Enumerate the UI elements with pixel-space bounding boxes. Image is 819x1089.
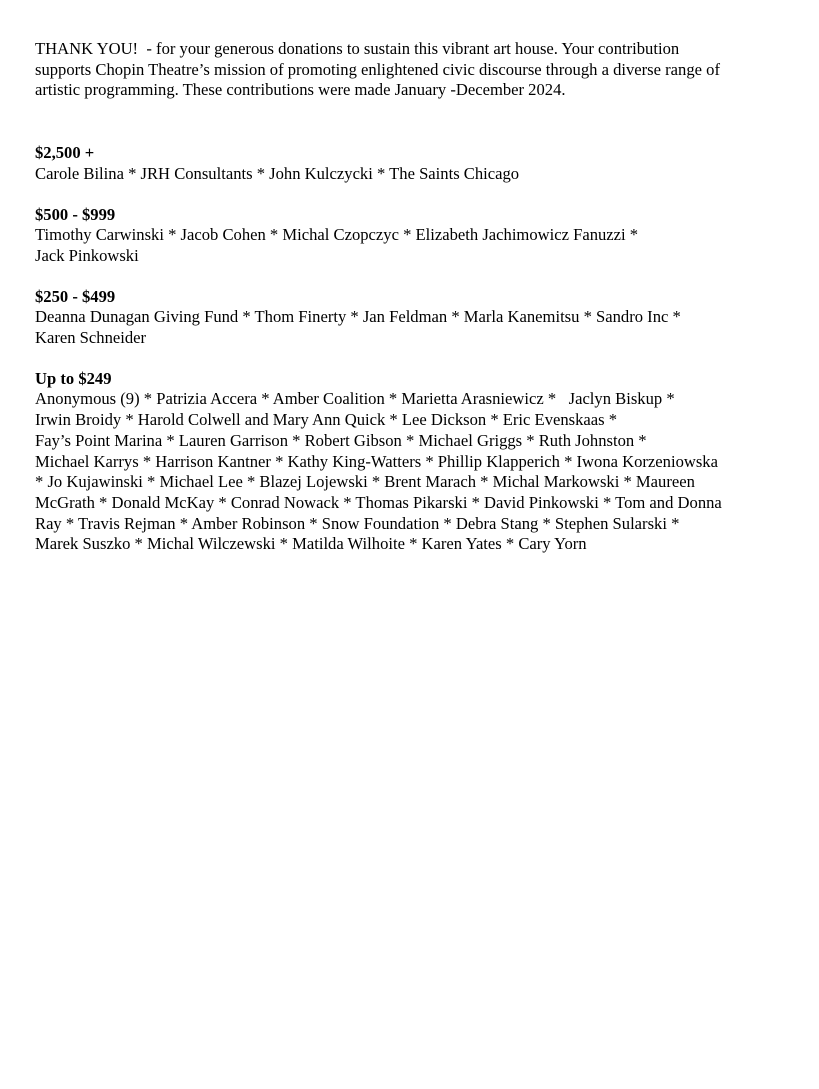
donor-line: Ray * Travis Rejman * Amber Robinson * Snow Foundation * Debra Stang * Stephen Sularski *	[35, 513, 680, 533]
tier-250-499	[35, 287, 795, 349]
tier-up-to-249	[35, 369, 795, 555]
donor-line: Deanna Dunagan Giving Fund * Thom Finerty * Jan Feldman * Marla Kanemitsu * Sandro Inc *	[35, 307, 681, 327]
donor-page	[35, 39, 795, 555]
spacer	[35, 267, 795, 287]
donor-line: Marek Suszko * Michal Wilczewski * Matilda Wilhoite * Karen Yates * Cary Yorn	[35, 534, 587, 554]
donor-line: * Jo Kujawinski * Michael Lee * Blazej Lojewski * Brent Marach * Michal Markowski * Maureen	[35, 472, 695, 492]
donor-line: Karen Schneider	[35, 328, 147, 348]
tier-heading: $500 - $999	[35, 204, 116, 224]
intro-line: artistic programming. These contributions were made January -December 2024.	[35, 80, 566, 100]
spacer	[35, 101, 795, 143]
intro-line: supports Chopin Theatre’s mission of promoting enlightened civic discourse through a diverse range of	[35, 59, 720, 79]
donor-line: Carole Bilina * JRH Consultants * John Kulczycki * The Saints Chicago	[35, 163, 520, 183]
tier-500-999	[35, 205, 795, 267]
donor-line: Anonymous (9) * Patrizia Accera * Amber Coalition * Marietta Arasniewicz * Jaclyn Biskup *	[35, 389, 675, 409]
tier-heading: $2,500 +	[35, 143, 95, 163]
donor-line: McGrath * Donald McKay * Conrad Nowack * Thomas Pikarski * David Pinkowski * Tom and Donna	[35, 492, 722, 512]
intro-line: THANK YOU! - for your generous donations to sustain this vibrant art house. Your contribution	[35, 39, 680, 58]
tier-heading: Up to $249	[35, 368, 112, 388]
tier-heading: $250 - $499	[35, 286, 116, 306]
thank-you-paragraph	[35, 39, 795, 101]
donor-line: Jack Pinkowski	[35, 245, 139, 265]
spacer	[35, 349, 795, 369]
donor-line: Fay’s Point Marina * Lauren Garrison * Robert Gibson * Michael Griggs * Ruth Johnston *	[35, 430, 647, 450]
donor-line: Irwin Broidy * Harold Colwell and Mary Ann Quick * Lee Dickson * Eric Evenskaas *	[35, 410, 618, 430]
tier-2500-plus	[35, 143, 795, 184]
spacer	[35, 185, 795, 205]
donor-line: Michael Karrys * Harrison Kantner * Kathy King-Watters * Phillip Klapperich * Iwona Korzeniowska	[35, 451, 718, 471]
donor-line: Timothy Carwinski * Jacob Cohen * Michal Czopczyc * Elizabeth Jachimowicz Fanuzzi *	[35, 225, 639, 245]
